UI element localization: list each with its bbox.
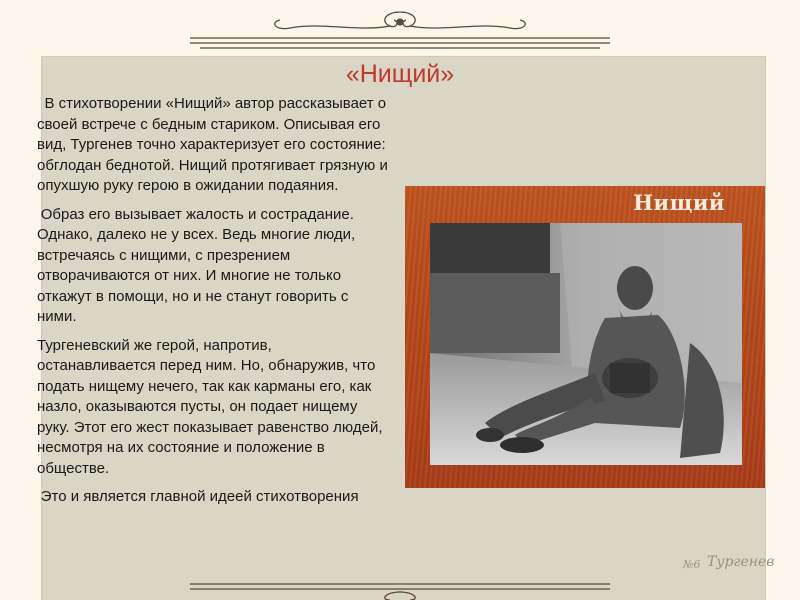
body-text [37,94,392,508]
photo-frame [405,186,765,488]
paragraph: Это и является главной идеей стихотворения [40,488,359,505]
paragraph: Образ его вызывает жалость и сострадание. Однако, далеко не у всех. Ведь многие люди, встречаясь с нищими, с презрением отворачиваются от них. И многие не только откажут в помощи, но и не станут говорить с ними. [37,205,356,325]
slide-number: №6 [683,558,701,571]
slide-title: «Нищий» [345,60,455,88]
beggar-photo [430,223,742,465]
photo-caption: Нищий [633,190,725,215]
paragraph: В стихотворении «Нищий» автор рассказывает о своей встрече с бедным стариком. Описывая его вид, Тургенев точно характеризует его состояние: обглодан беднотой. Нищий протягивает грязную и опухшую руку герою в ожидании подаяния. [37,95,388,194]
beggar-photo-image [430,223,742,465]
bottom-ornament [180,578,620,600]
signature [683,550,773,580]
signature-text: Тургенев [707,554,775,570]
paragraph: Тургеневский же герой, напротив, останавливается перед ним. Но, обнаружив, что подать нищему нечего, так как карманы его, как назло, оказываются пусты, он подает нищему руку. Этот его жест показывает равенство людей, несмотря на их состояние и положение в обществе. [37,336,383,477]
top-ornament [180,8,620,52]
